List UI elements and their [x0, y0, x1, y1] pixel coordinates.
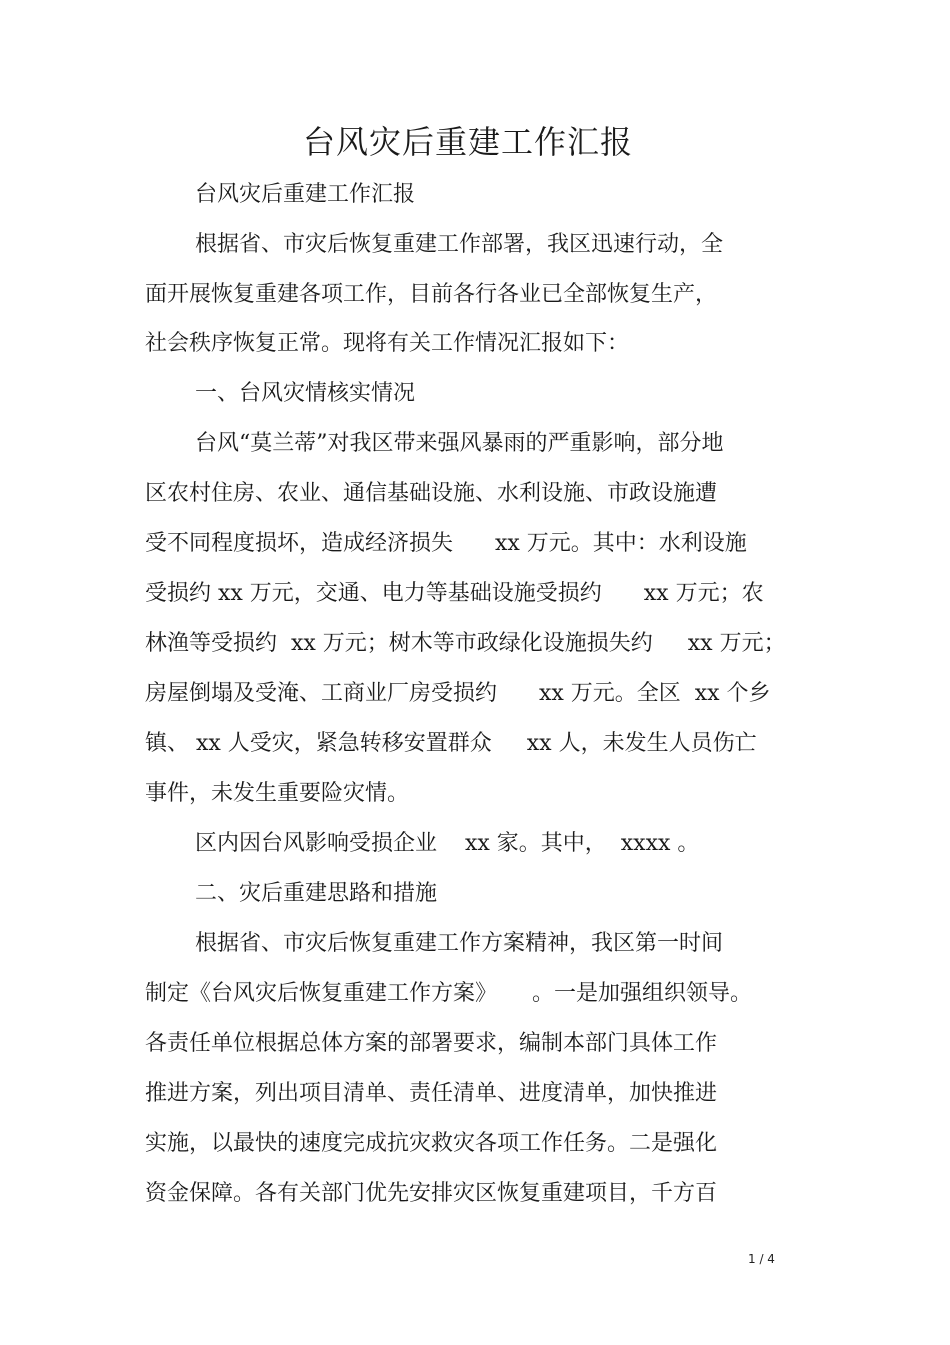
- paragraph-line: 房屋倒塌及受淹、工商业厂房受损约 xx 万元。全区 xx 个乡: [145, 681, 771, 706]
- paragraph-line: 受损约 xx 万元，交通、电力等基础设施受损约 xx 万元；农: [145, 581, 764, 606]
- paragraph-line: 台风“莫兰蒂”对我区带来强风暴雨的严重影响，部分地: [195, 431, 724, 456]
- paragraph-line: 镇、 xx 人受灾，紧急转移安置群众 xx 人，未发生人员伤亡: [145, 731, 757, 756]
- paragraph-line: 实施，以最快的速度完成抗灾救灾各项工作任务。二是强化: [145, 1131, 718, 1156]
- subtitle-line: 台风灾后重建工作汇报: [195, 182, 416, 207]
- paragraph-line: 面开展恢复重建各项工作，目前各行各业已全部恢复生产，: [145, 282, 718, 307]
- paragraph-line: 区农村住房、农业、通信基础设施、水利设施、市政设施遭: [145, 481, 718, 506]
- paragraph-line: 根据省、市灾后恢复重建工作方案精神，我区第一时间: [195, 931, 724, 956]
- page-number: 1 / 4: [748, 1252, 775, 1266]
- paragraph-line: 推进方案，列出项目清单、责任清单、进度清单，加快推进: [145, 1081, 718, 1106]
- document-title: 台风灾后重建工作汇报: [302, 123, 633, 161]
- paragraph-line: 受不同程度损坏，造成经济损失 xx 万元。其中：水利设施: [145, 531, 747, 556]
- paragraph-line: 根据省、市灾后恢复重建工作部署，我区迅速行动，全: [195, 232, 724, 257]
- section-heading: 二、灾后重建思路和措施: [195, 881, 438, 906]
- paragraph-line: 资金保障。各有关部门优先安排灾区恢复重建项目，千方百: [145, 1181, 718, 1206]
- paragraph-line: 区内因台风影响受损企业 xx 家。其中， xxxx 。: [195, 831, 700, 856]
- paragraph-line: 各责任单位根据总体方案的部署要求，编制本部门具体工作: [145, 1031, 718, 1056]
- paragraph-line: 林渔等受损约 xx 万元；树木等市政绿化设施损失约 xx 万元；: [145, 631, 786, 656]
- section-heading: 一、台风灾情核实情况: [195, 381, 416, 406]
- paragraph-line: 制定《台风灾后恢复重建工作方案》 。一是加强组织领导。: [145, 981, 752, 1006]
- paragraph-line: 社会秩序恢复正常。现将有关工作情况汇报如下：: [145, 331, 630, 356]
- paragraph-line: 事件，未发生重要险灾情。: [145, 781, 410, 806]
